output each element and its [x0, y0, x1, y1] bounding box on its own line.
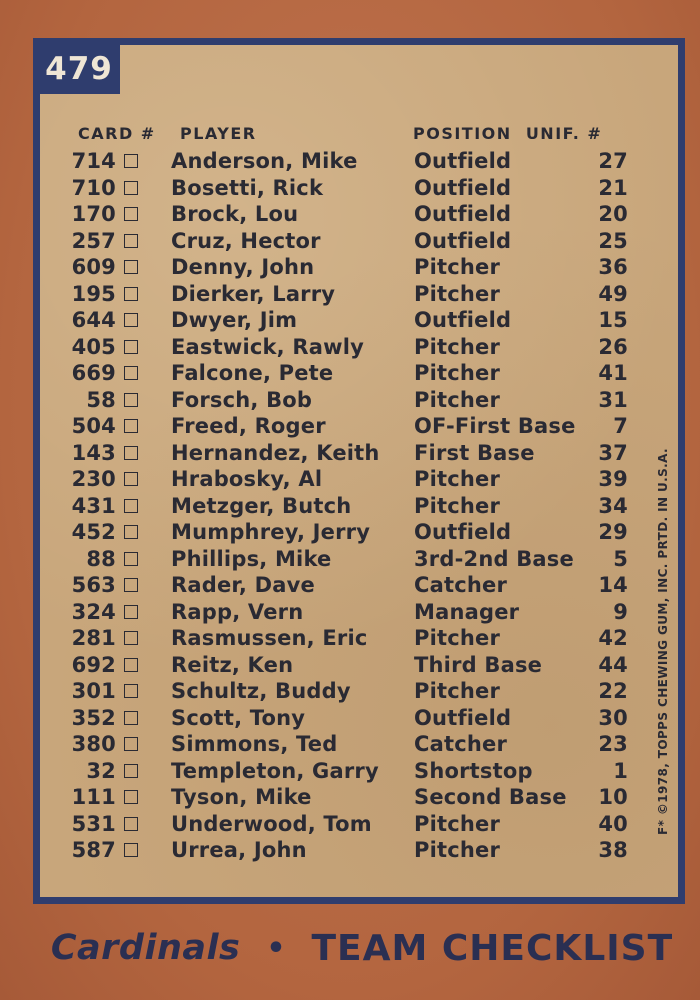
checkbox[interactable] [124, 446, 138, 460]
checklist-row [40, 146, 640, 173]
checklist-row [40, 676, 640, 703]
uniform-number: 21 [598, 175, 628, 200]
player-position: Catcher [414, 573, 508, 597]
card-number: 380 [71, 732, 116, 756]
checkbox[interactable] [124, 817, 138, 831]
checklist-row [40, 226, 640, 253]
checklist-row [40, 305, 640, 332]
card-number: 352 [71, 705, 116, 730]
card-number: 587 [71, 838, 116, 862]
player-name: Hrabosky, Al [171, 467, 323, 491]
checklist-row [40, 597, 640, 624]
checklist-title: TEAM CHECKLIST [311, 927, 674, 969]
uniform-number: 26 [598, 334, 628, 359]
uniform-number: 39 [598, 467, 628, 491]
uniform-number: 36 [598, 255, 628, 279]
team-name: Cardinals [50, 928, 241, 968]
card-number: 531 [71, 811, 116, 836]
player-name: Mumphrey, Jerry [171, 520, 371, 544]
player-name: Reitz, Ken [171, 652, 294, 677]
checklist-row [40, 835, 640, 862]
copyright-text: F* ©1978, TOPPS CHEWING GUM, INC. PRTD. IN U.S.A. [656, 448, 670, 835]
copyright-line [656, 380, 670, 835]
checkbox[interactable] [124, 658, 138, 672]
uniform-number: 9 [613, 599, 628, 624]
checkbox[interactable] [124, 737, 138, 751]
player-position: Pitcher [414, 467, 501, 491]
checklist-row [40, 332, 640, 359]
header-card-number: CARD # [78, 124, 156, 143]
checklist-row [40, 809, 640, 836]
player-position: Pitcher [414, 387, 501, 412]
checkbox[interactable] [124, 154, 138, 168]
checkbox[interactable] [124, 578, 138, 592]
card-number: 644 [71, 308, 116, 332]
uniform-number: 15 [598, 308, 628, 332]
player-position: Outfield [414, 705, 512, 730]
checkbox[interactable] [124, 287, 138, 301]
player-position: Second Base [414, 785, 567, 809]
checkbox[interactable] [124, 552, 138, 566]
player-name: Simmons, Ted [171, 732, 338, 756]
player-position: Shortstop [414, 758, 533, 783]
player-position: Outfield [414, 202, 512, 226]
uniform-number: 22 [598, 679, 628, 703]
footer-separator: • [266, 930, 286, 966]
player-name: Templeton, Garry [171, 758, 379, 783]
checklist-row [40, 491, 640, 518]
card-number: 324 [71, 599, 116, 624]
card-number: 669 [71, 361, 116, 385]
player-name: Rader, Dave [171, 573, 315, 597]
card-number: 504 [71, 414, 116, 438]
card-number: 32 [86, 758, 116, 783]
card-number: 301 [71, 679, 116, 703]
uniform-number: 10 [598, 785, 628, 809]
player-position: Manager [414, 599, 520, 624]
uniform-number: 14 [598, 573, 628, 597]
player-position: OF-First Base [414, 414, 576, 438]
checkbox[interactable] [124, 684, 138, 698]
uniform-number: 23 [598, 732, 628, 756]
uniform-number: 25 [598, 228, 628, 253]
player-name: Dwyer, Jim [171, 308, 298, 332]
player-position: First Base [414, 440, 535, 465]
player-position: Outfield [414, 228, 512, 253]
header-position-unif [413, 124, 602, 144]
player-name: Rasmussen, Eric [171, 626, 368, 650]
card-number: 281 [71, 626, 116, 650]
checkbox[interactable] [124, 605, 138, 619]
player-position: 3rd-2nd Base [414, 546, 574, 571]
player-position: Pitcher [414, 811, 501, 836]
player-position: Pitcher [414, 626, 501, 650]
checklist-row [40, 411, 640, 438]
checklist-row [40, 729, 640, 756]
checkbox[interactable] [124, 393, 138, 407]
checkbox[interactable] [124, 790, 138, 804]
header-player: PLAYER [180, 124, 257, 143]
card-number: 143 [71, 440, 116, 465]
uniform-number: 40 [598, 811, 628, 836]
player-position: Third Base [414, 652, 543, 677]
checklist-row [40, 385, 640, 412]
checklist-row [40, 544, 640, 571]
card-number: 692 [71, 652, 116, 677]
player-name: Falcone, Pete [171, 361, 334, 385]
player-position: Pitcher [414, 281, 501, 306]
card-number: 431 [71, 493, 116, 518]
checkbox[interactable] [124, 764, 138, 778]
card-number: 170 [71, 202, 116, 226]
player-position: Outfield [414, 520, 512, 544]
player-name: Denny, John [171, 255, 315, 279]
player-name: Anderson, Mike [171, 149, 358, 173]
card-number: 195 [71, 281, 116, 306]
player-name: Hernandez, Keith [171, 440, 380, 465]
header-position: POSITION [413, 124, 512, 143]
card-number: 257 [71, 228, 116, 253]
player-name: Rapp, Vern [171, 599, 304, 624]
uniform-number: 27 [598, 149, 628, 173]
checklist-row [40, 756, 640, 783]
checklist-row [40, 623, 640, 650]
checkbox[interactable] [124, 419, 138, 433]
player-name: Tyson, Mike [171, 785, 312, 809]
player-name: Bosetti, Rick [171, 175, 324, 200]
checkbox[interactable] [124, 234, 138, 248]
checklist-row [40, 570, 640, 597]
uniform-number: 20 [598, 202, 628, 226]
player-name: Urrea, John [171, 838, 307, 862]
player-name: Phillips, Mike [171, 546, 332, 571]
uniform-number: 7 [613, 414, 628, 438]
uniform-number: 38 [598, 838, 628, 862]
card-number: 714 [71, 149, 116, 173]
player-name: Brock, Lou [171, 202, 299, 226]
checklist-row [40, 199, 640, 226]
uniform-number: 34 [598, 493, 628, 518]
checklist-row [40, 438, 640, 465]
checklist-row [40, 517, 640, 544]
player-position: Outfield [414, 149, 512, 173]
card-number: 111 [71, 785, 116, 809]
uniform-number: 41 [598, 361, 628, 385]
player-name: Freed, Roger [171, 414, 326, 438]
player-position: Pitcher [414, 679, 501, 703]
checkbox[interactable] [124, 313, 138, 327]
checkbox[interactable] [124, 631, 138, 645]
player-position: Outfield [414, 308, 512, 332]
uniform-number: 5 [613, 546, 628, 571]
uniform-number: 31 [598, 387, 628, 412]
player-position: Catcher [414, 732, 508, 756]
card-number: 452 [71, 520, 116, 544]
checkbox[interactable] [124, 525, 138, 539]
checklist-row [40, 464, 640, 491]
checklist-rows [40, 146, 640, 862]
player-position: Pitcher [414, 493, 501, 518]
player-name: Cruz, Hector [171, 228, 321, 253]
checklist-row [40, 650, 640, 677]
uniform-number: 29 [598, 520, 628, 544]
uniform-number: 30 [598, 705, 628, 730]
uniform-number: 1 [613, 758, 628, 783]
player-name: Schultz, Buddy [171, 679, 351, 703]
footer-banner [42, 918, 682, 978]
checkbox[interactable] [124, 711, 138, 725]
player-name: Forsch, Bob [171, 387, 313, 412]
uniform-number: 42 [598, 626, 628, 650]
header-unif: UNIF. # [525, 124, 603, 143]
checkbox[interactable] [124, 340, 138, 354]
card-number: 710 [71, 175, 116, 200]
checklist-row [40, 173, 640, 200]
player-position: Outfield [414, 175, 512, 200]
player-name: Eastwick, Rawly [171, 334, 364, 359]
player-name: Metzger, Butch [171, 493, 352, 518]
checkbox[interactable] [124, 260, 138, 274]
checkbox[interactable] [124, 843, 138, 857]
player-position: Pitcher [414, 838, 501, 862]
checklist-row [40, 279, 640, 306]
card-number: 405 [71, 334, 116, 359]
player-name: Underwood, Tom [171, 811, 372, 836]
card-number: 230 [71, 467, 116, 491]
player-position: Pitcher [414, 255, 501, 279]
checkbox[interactable] [124, 472, 138, 486]
checklist-row [40, 358, 640, 385]
checkbox[interactable] [124, 181, 138, 195]
checklist-row [40, 782, 640, 809]
checkbox[interactable] [124, 207, 138, 221]
player-name: Scott, Tony [171, 705, 306, 730]
card-number-badge: 479 [38, 44, 120, 94]
uniform-number: 37 [598, 440, 628, 465]
player-name: Dierker, Larry [171, 281, 336, 306]
player-position: Pitcher [414, 334, 501, 359]
uniform-number: 44 [598, 652, 628, 677]
checklist-row [40, 252, 640, 279]
player-position: Pitcher [414, 361, 501, 385]
uniform-number: 49 [598, 281, 628, 306]
checklist-row [40, 703, 640, 730]
checkbox[interactable] [124, 499, 138, 513]
card-number: 563 [71, 573, 116, 597]
card-number: 609 [71, 255, 116, 279]
checkbox[interactable] [124, 366, 138, 380]
card-number: 88 [86, 546, 116, 571]
card-number: 58 [86, 387, 116, 412]
